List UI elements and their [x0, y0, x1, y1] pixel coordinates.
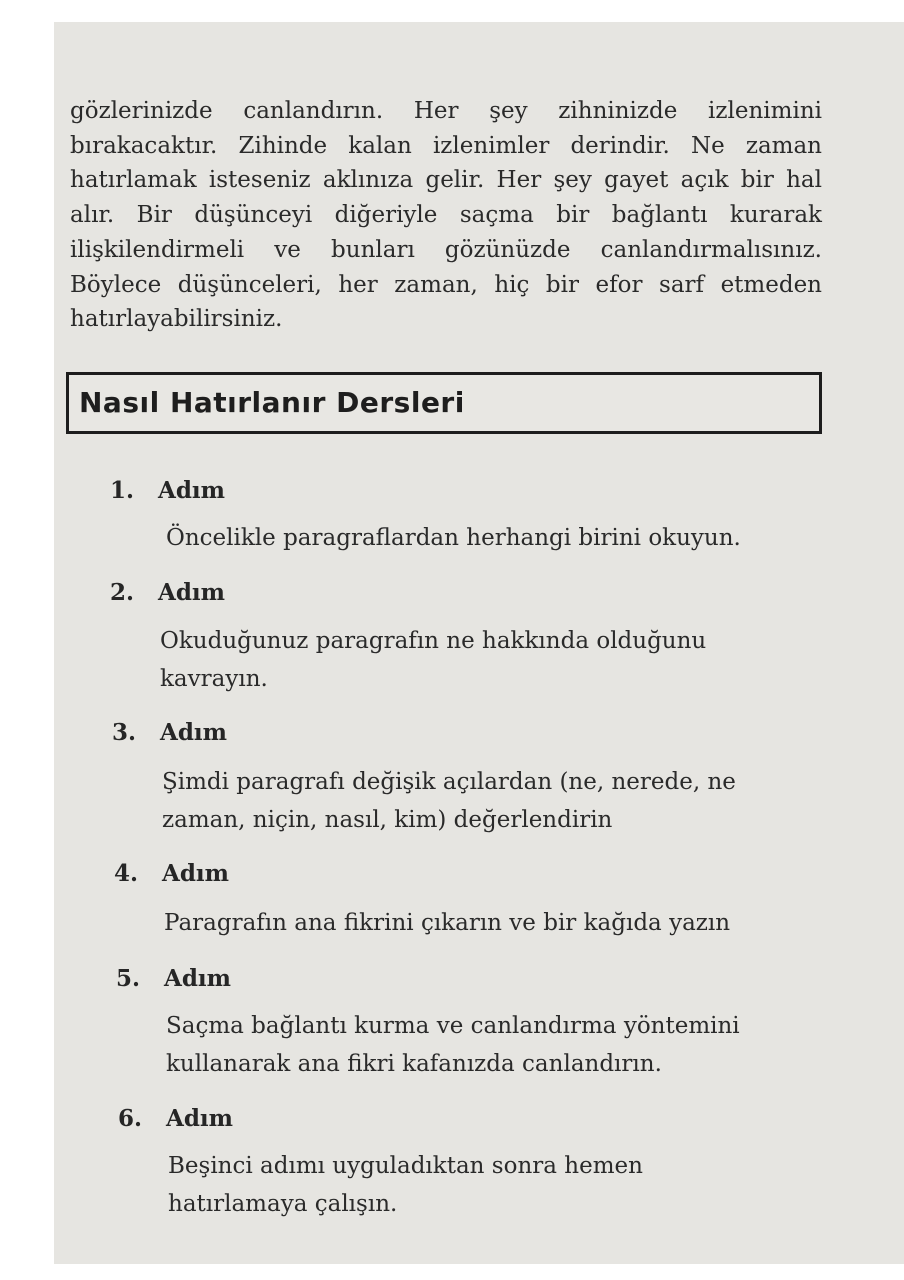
intro-paragraph: gözlerinizde canlandırın. Her şey zihninizde izlenimini bırakacaktır. Zihinde kalan izlenimler derindir. Ne zaman hatırlamak isteseniz aklınıza gelir. Her şey gayet açık bir hal alır. Bir düşünceyi diğeriyle saçma bir bağlantı kurarak ilişkilendirmeli ve bunları gözünüzde canlandırmalısınız. Böylece düşünceleri, her zaman, hiç bir efor sarf etmeden hatırlayabilirsiniz.	[70, 98, 822, 333]
step-text-4: Paragrafın ana fikrini çıkarın ve bir kağıda yazın	[164, 910, 731, 936]
step-heading-3	[112, 719, 227, 746]
step-heading-6	[118, 1105, 233, 1132]
step-label: Adım	[164, 965, 232, 992]
step-label: Adım	[158, 579, 226, 606]
step-number: 6.	[118, 1105, 143, 1132]
step-text-3: Şimdi paragrafı değişik açılardan (ne, nerede, ne zaman, niçin, nasıl, kim) değerlendirin	[162, 769, 736, 833]
step-text-2: Okuduğunuz paragrafın ne hakkında olduğunu kavrayın.	[160, 628, 707, 692]
step-heading-5	[116, 965, 231, 992]
step-text-1: Öncelikle paragraflardan herhangi birini okuyun.	[166, 525, 741, 551]
step-label: Adım	[166, 1105, 234, 1132]
step-heading-4	[114, 860, 229, 887]
step-number: 4.	[114, 860, 139, 887]
step-number: 5.	[116, 965, 141, 992]
step-label: Adım	[160, 719, 228, 746]
book-page	[54, 22, 904, 1264]
step-heading-2	[110, 579, 225, 606]
section-title: Nasıl Hatırlanır Dersleri	[79, 386, 465, 419]
step-text-6: Beşinci adımı uyguladıktan sonra hemen hatırlamaya çalışın.	[168, 1153, 643, 1217]
step-label: Adım	[158, 477, 226, 504]
step-heading-1	[110, 477, 225, 504]
step-text-5: Saçma bağlantı kurma ve canlandırma yöntemini kullanarak ana fikri kafanızda canlandırın.	[166, 1013, 740, 1077]
step-number: 3.	[112, 719, 137, 746]
step-number: 2.	[110, 579, 135, 606]
step-number: 1.	[110, 477, 135, 504]
section-header-box	[66, 372, 822, 434]
step-label: Adım	[162, 860, 230, 887]
